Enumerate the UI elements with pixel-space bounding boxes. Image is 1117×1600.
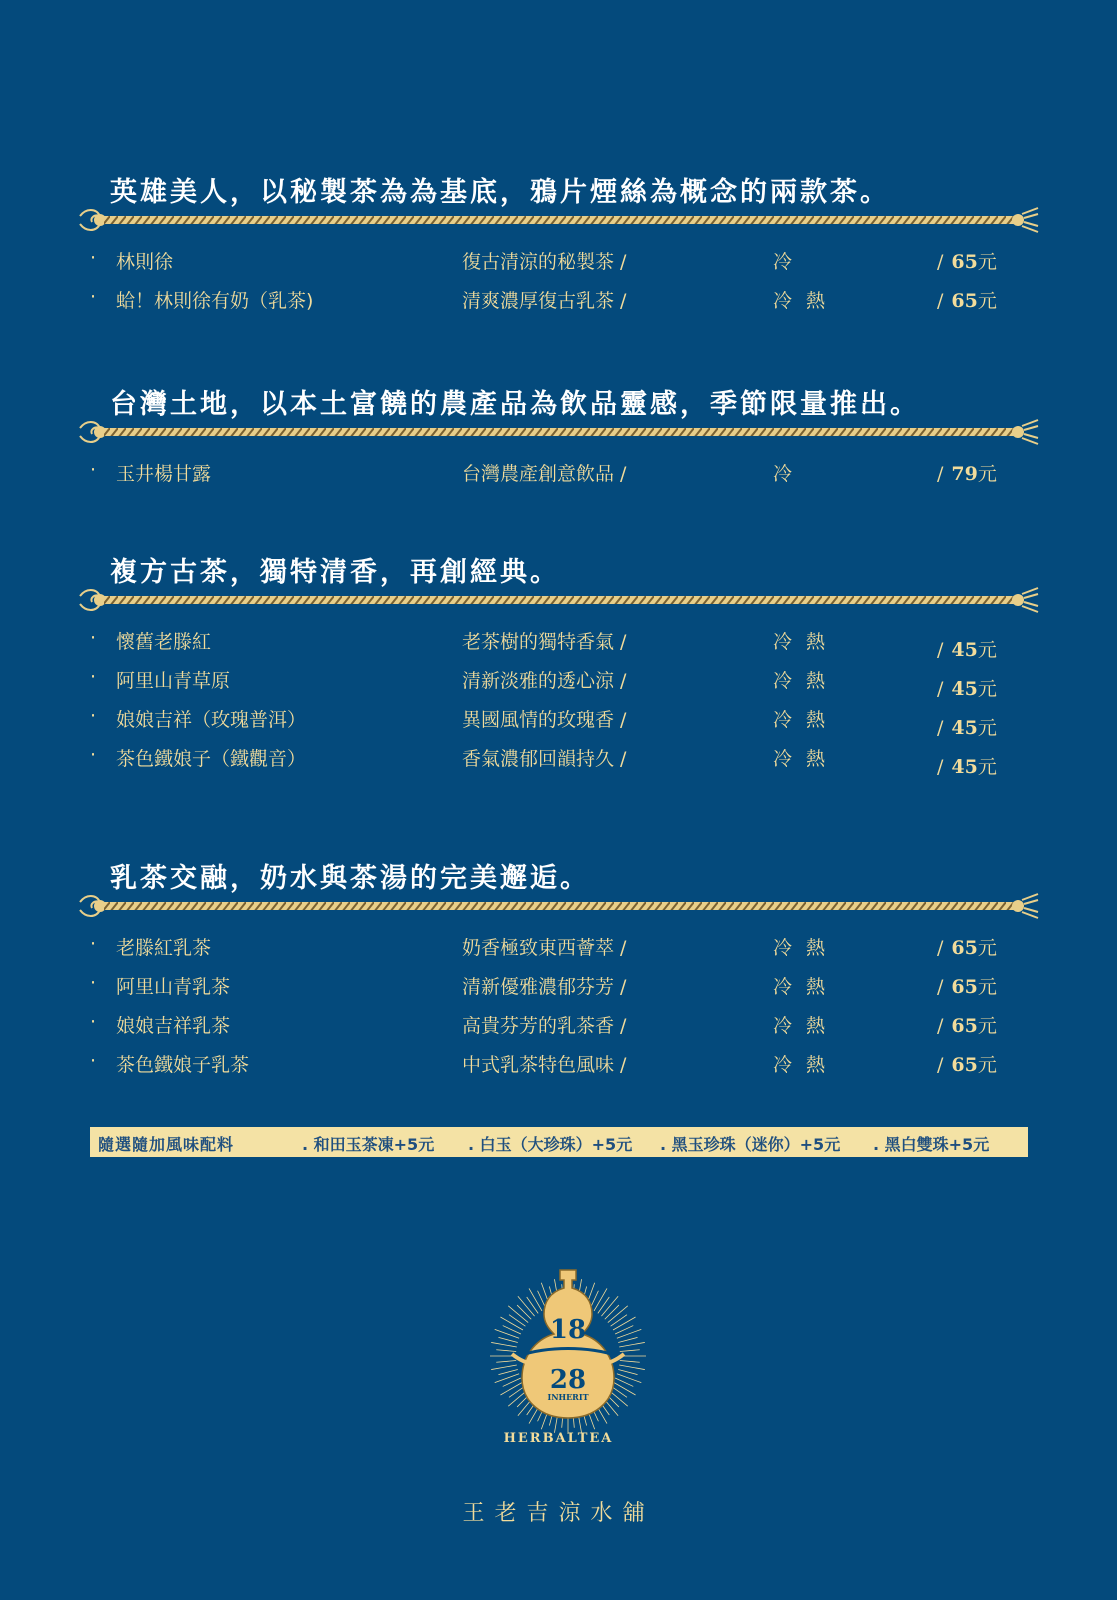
item-temp: 冷 熱 — [773, 937, 830, 959]
menu-item — [0, 459, 1117, 489]
item-price: / 45元 — [937, 717, 997, 739]
item-name: 阿里山青草原 — [116, 670, 231, 692]
addon-option: . 黑玉珍珠（迷你）+5元 — [660, 1135, 841, 1154]
bullet: · — [90, 1050, 97, 1072]
addon-label: 隨選隨加風味配料 — [98, 1135, 235, 1154]
gourd-logo-icon — [488, 1266, 648, 1456]
bullet: · — [90, 459, 97, 481]
item-desc: 香氣濃郁回韻持久 / — [462, 748, 627, 770]
menu-item — [0, 666, 1117, 700]
menu-item — [0, 933, 1117, 963]
item-temp: 冷 熱 — [773, 631, 830, 653]
section-title: 英雄美人，以秘製茶為為基底，鴉片煙絲為概念的兩款茶。 — [110, 177, 890, 208]
bullet: · — [90, 744, 97, 766]
item-name: 懷舊老滕紅 — [116, 631, 212, 653]
item-price: / 65元 — [937, 1015, 997, 1037]
menu-item — [0, 744, 1117, 778]
bullet: · — [90, 972, 97, 994]
item-price: / 65元 — [937, 937, 997, 959]
addon-option: . 黑白雙珠+5元 — [873, 1135, 990, 1154]
menu-item — [0, 705, 1117, 739]
rope-divider-icon — [78, 206, 1040, 234]
item-temp: 冷 熱 — [773, 670, 830, 692]
item-temp: 冷 熱 — [773, 290, 830, 312]
menu-item — [0, 972, 1117, 1002]
item-name: 玉井楊甘露 — [116, 463, 212, 485]
item-name: 老滕紅乳茶 — [116, 937, 212, 959]
addon-bar — [90, 1127, 1028, 1157]
item-desc: 復古清涼的秘製茶 / — [462, 251, 627, 273]
item-price: / 79元 — [937, 463, 997, 485]
bullet: · — [90, 627, 97, 649]
item-price: / 45元 — [937, 756, 997, 778]
item-desc: 中式乳茶特色風味 / — [462, 1054, 627, 1076]
item-price: / 65元 — [937, 251, 997, 273]
item-temp: 冷 熱 — [773, 1054, 830, 1076]
bullet: · — [90, 1011, 97, 1033]
item-price: / 65元 — [937, 976, 997, 998]
item-temp: 冷 熱 — [773, 1015, 830, 1037]
bullet: · — [90, 933, 97, 955]
section-title: 乳茶交融，奶水與茶湯的完美邂逅。 — [110, 863, 590, 894]
bullet: · — [90, 247, 97, 269]
item-name: 茶色鐵娘子（鐵觀音） — [116, 748, 307, 770]
item-temp: 冷 — [773, 251, 797, 273]
bullet: · — [90, 286, 97, 308]
section-title: 複方古茶，獨特清香，再創經典。 — [110, 557, 560, 588]
logo-bottom-number: 28 — [549, 1365, 587, 1395]
item-desc: 清新優雅濃郁芬芳 / — [462, 976, 627, 998]
rope-divider-icon — [78, 586, 1040, 614]
menu-item — [0, 1011, 1117, 1041]
rope-divider-icon — [78, 418, 1040, 446]
item-temp: 冷 熱 — [773, 709, 830, 731]
item-desc: 清新淡雅的透心涼 / — [462, 670, 627, 692]
item-price: / 45元 — [937, 639, 997, 661]
brand-name-en: HERBALTEA — [503, 1431, 614, 1446]
item-price: / 45元 — [937, 678, 997, 700]
item-desc: 老茶樹的獨特香氣 / — [462, 631, 627, 653]
logo-inherit: INHERIT — [547, 1392, 589, 1402]
menu-item — [0, 627, 1117, 661]
item-desc: 異國風情的玫瑰香 / — [462, 709, 627, 731]
item-desc: 清爽濃厚復古乳茶 / — [462, 290, 627, 312]
item-price: / 65元 — [937, 290, 997, 312]
bullet: · — [90, 666, 97, 688]
item-desc: 台灣農產創意飲品 / — [462, 463, 627, 485]
menu-item — [0, 1050, 1117, 1080]
item-desc: 高貴芬芳的乳茶香 / — [462, 1015, 627, 1037]
item-name: 林則徐 — [116, 251, 174, 273]
item-name: 娘娘吉祥乳茶 — [116, 1015, 231, 1037]
item-price: / 65元 — [937, 1054, 997, 1076]
bullet: · — [90, 705, 97, 727]
item-desc: 奶香極致東西薈萃 / — [462, 937, 627, 959]
item-name: 茶色鐵娘子乳茶 — [116, 1054, 250, 1076]
section-title: 台灣土地，以本土富饒的農產品為飲品靈感，季節限量推出。 — [110, 389, 920, 420]
item-temp: 冷 熱 — [773, 976, 830, 998]
item-name: 娘娘吉祥（玫瑰普洱） — [116, 709, 307, 731]
item-temp: 冷 熱 — [773, 748, 830, 770]
item-name: 阿里山青乳茶 — [116, 976, 231, 998]
logo-top-number: 18 — [549, 1315, 587, 1345]
item-temp: 冷 — [773, 463, 797, 485]
addon-option: . 白玉（大珍珠）+5元 — [468, 1135, 633, 1154]
addon-option: . 和田玉茶凍+5元 — [302, 1135, 435, 1154]
item-name: 蛤！林則徐有奶（乳茶) — [116, 290, 314, 312]
store-name: 王老吉涼水舖 — [462, 1501, 655, 1526]
menu-item — [0, 247, 1117, 277]
rope-divider-icon — [78, 892, 1040, 920]
menu-item — [0, 286, 1117, 316]
